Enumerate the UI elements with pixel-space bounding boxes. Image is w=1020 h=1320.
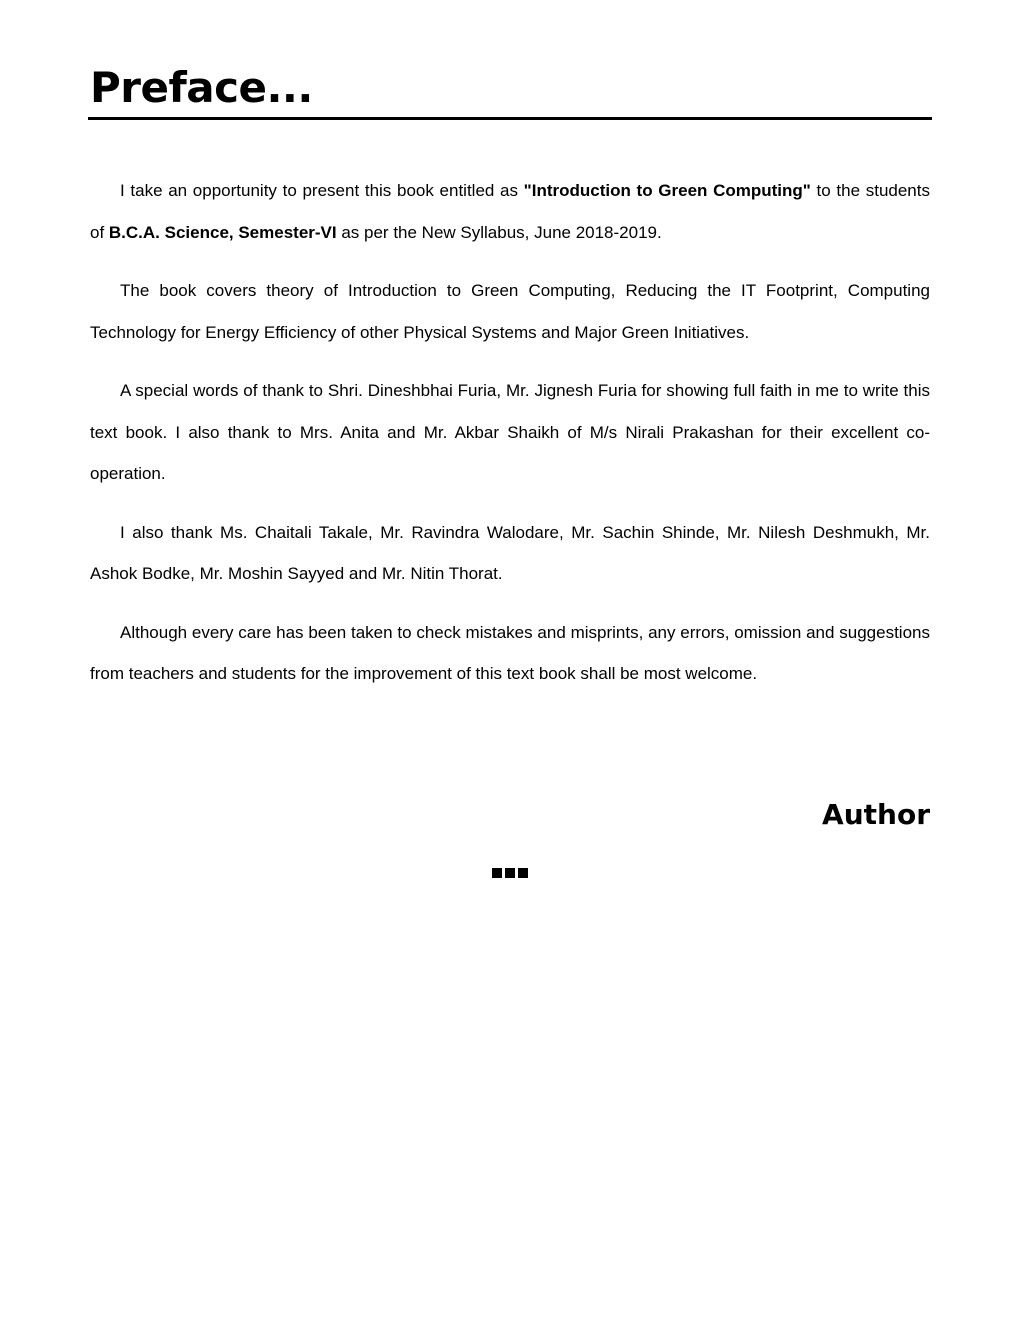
paragraph-coverage: The book covers theory of Introduction to Green Computing, Reducing the IT Footprint, Computing Technology for Energy Efficiency of other Physical Systems and Major Green Initiatives. [90, 281, 930, 342]
author-signature: Author [822, 798, 930, 831]
course-name: B.C.A. Science, Semester-VI [108, 222, 337, 242]
three-black-squares-icon [492, 868, 528, 878]
paragraph-thanks-colleagues: I also thank Ms. Chaitali Takale, Mr. Ravindra Walodare, Mr. Sachin Shinde, Mr. Nilesh Deshmukh, Mr. Ashok Bodke, Mr. Moshin Sayyed and Mr. Nitin Thorat. [90, 522, 930, 583]
preface-body [88, 170, 930, 695]
intro-text-after: as per the New Syllabus, June 2018-2019. [336, 222, 662, 242]
end-mark-square [492, 868, 502, 878]
paragraph-thanks-publisher: A special words of thank to Shri. Dineshbhai Furia, Mr. Jignesh Furia for showing full faith in me to write this text book. I also thank to Mrs. Anita and Mr. Akbar Shaikh of M/s Nirali Prakashan for their excellent co-operation. [90, 381, 930, 483]
end-mark-square [518, 868, 528, 878]
page-title: Preface... [90, 63, 313, 112]
book-title: "Introduction to Green Computing" [523, 181, 811, 200]
preface-page [88, 60, 932, 712]
title-underline-divider [88, 117, 932, 120]
intro-text-middle: to the students of [90, 181, 930, 242]
intro-text-before: I take an opportunity to present this book entitled as [120, 181, 524, 200]
paragraph-errata-note: Although every care has been taken to check mistakes and misprints, any errors, omission and suggestions from teachers and students for the improvement of this text book shall be most welcome. [90, 622, 930, 683]
paragraph-intro [90, 170, 930, 253]
end-mark-square [505, 868, 515, 878]
